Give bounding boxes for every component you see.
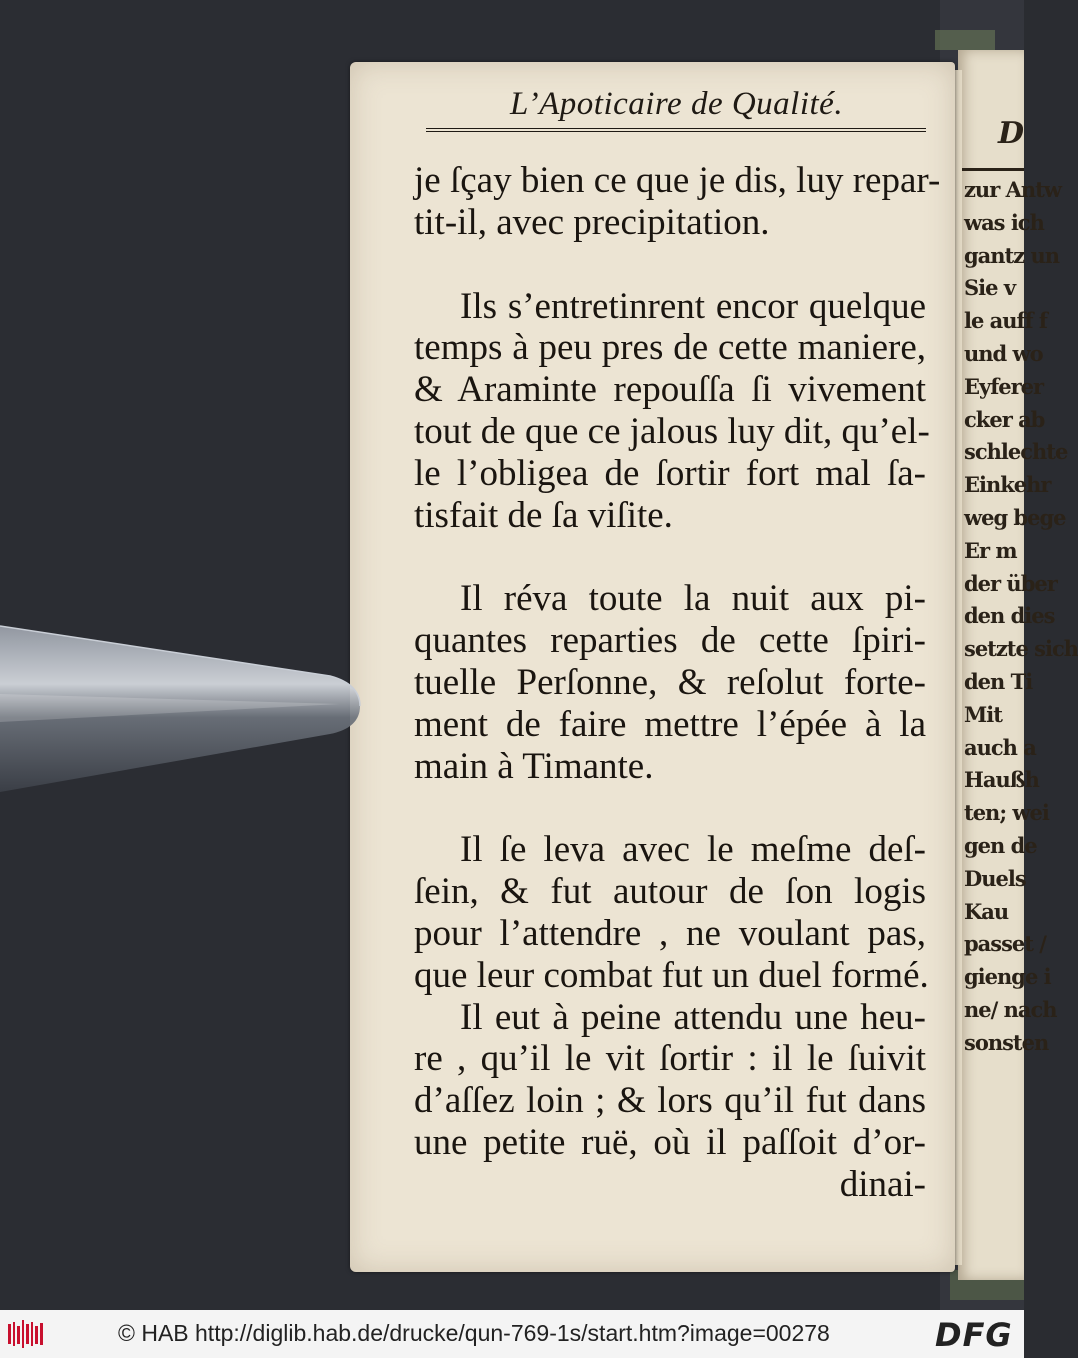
text-line: d’aſſez loin ; & lors qu’il fut dans	[414, 1080, 926, 1122]
facing-page-rule	[958, 168, 1024, 171]
text-line: Il eut à peine attendu une heu-	[460, 996, 926, 1038]
header-rule	[426, 128, 926, 132]
facing-text-line: cker ab	[964, 406, 1045, 432]
facing-page-text	[964, 174, 1078, 1060]
text-line: ment de faire mettre l’épée à la	[414, 703, 926, 745]
text-line: que leur combat fut un duel formé.	[414, 954, 929, 996]
facing-text-line: und wo	[964, 340, 1043, 366]
text-line: je ſçay bien ce que je dis, luy repar-	[414, 160, 941, 201]
paragraph-gap	[414, 244, 926, 286]
paragraph-gap	[414, 787, 926, 829]
facing-text-line: gantz un	[964, 242, 1060, 268]
text-line: pour l’attendre , ne voulant pas,	[414, 912, 926, 954]
facing-text-line: Kau	[964, 898, 1009, 924]
text-line: une petite ruë, où il paſſoit d’or-	[414, 1121, 926, 1163]
facing-text-line: le auff f	[964, 308, 1047, 334]
facing-text-line: Haußh	[964, 767, 1039, 793]
facing-text-line: Mit	[964, 701, 1002, 727]
copyright-link[interactable]: © HAB http://diglib.hab.de/drucke/qun-769-1s/start.htm?image=00278	[118, 1320, 830, 1346]
facing-text-line: auch a	[964, 734, 1036, 760]
facing-text-line: Duels	[964, 865, 1026, 891]
letter-opener-weight	[0, 624, 370, 794]
facing-page-head: D	[998, 116, 1025, 151]
facing-text-line: den dies	[964, 603, 1055, 629]
page-body-text	[414, 160, 941, 1206]
facing-text-line: passet /	[964, 931, 1046, 957]
text-line: Il ſe leva avec le meſme deſ-	[460, 829, 926, 871]
text-line: le l’obligea de ſortir fort mal ſa-	[414, 452, 926, 494]
facing-text-line: was ich	[964, 209, 1044, 235]
facing-text-line: ne/ nach	[964, 996, 1057, 1022]
text-line: ſein, & fut autour de ſon logis	[414, 871, 926, 913]
text-line: tit-il, avec precipitation.	[414, 201, 770, 243]
dfg-logo: DFG	[935, 1316, 1013, 1354]
text-line: re , qu’il le vit ſortir : il le ſuivit	[414, 1038, 926, 1080]
facing-page	[958, 50, 1078, 1280]
facing-text-line: Einkehr	[964, 472, 1051, 498]
cloth-top	[935, 30, 995, 50]
text-line: temps à peu pres de cette maniere,	[414, 327, 926, 369]
text-line: tisfait de ſa viſite.	[414, 494, 673, 536]
facing-text-line: gienge i	[964, 964, 1051, 990]
text-line: Il réva toute la nuit aux pi-	[460, 578, 926, 620]
facing-text-line: der über	[964, 570, 1057, 596]
text-line: dinai-	[839, 1163, 926, 1205]
text-line: & Araminte repouſſa ſi vivement	[414, 369, 926, 411]
facing-text-line: gen de	[964, 832, 1037, 858]
running-head: L’Apoticaire de Qualité.	[510, 86, 844, 122]
facing-text-line: schlechte	[964, 439, 1068, 465]
facing-text-line: ten; wei	[964, 800, 1049, 826]
facing-text-line: weg bege	[964, 504, 1066, 530]
paragraph-gap	[414, 536, 926, 578]
text-line: quantes reparties de cette ſpiri-	[414, 620, 926, 662]
hab-barcode-logo	[8, 1320, 44, 1348]
facing-text-line: zur Antw	[964, 177, 1061, 202]
facing-text-line: Eyferer	[964, 373, 1044, 399]
facing-text-line: sonsten	[964, 1029, 1049, 1055]
facing-text-line: Er m	[964, 537, 1017, 563]
text-line: main à Timante.	[414, 745, 654, 787]
text-line: tuelle Perſonne, & reſolut forte-	[414, 661, 926, 703]
facing-text-line: setzte sich	[964, 636, 1078, 662]
facing-text-line: den Ti	[964, 668, 1033, 694]
footer-bar	[0, 1310, 1024, 1358]
text-line: Ils s’entretinrent encor quelque	[460, 285, 926, 327]
facing-text-line: Sie v	[964, 275, 1016, 301]
text-line: tout de que ce jalous luy dit, qu’el-	[414, 410, 930, 452]
